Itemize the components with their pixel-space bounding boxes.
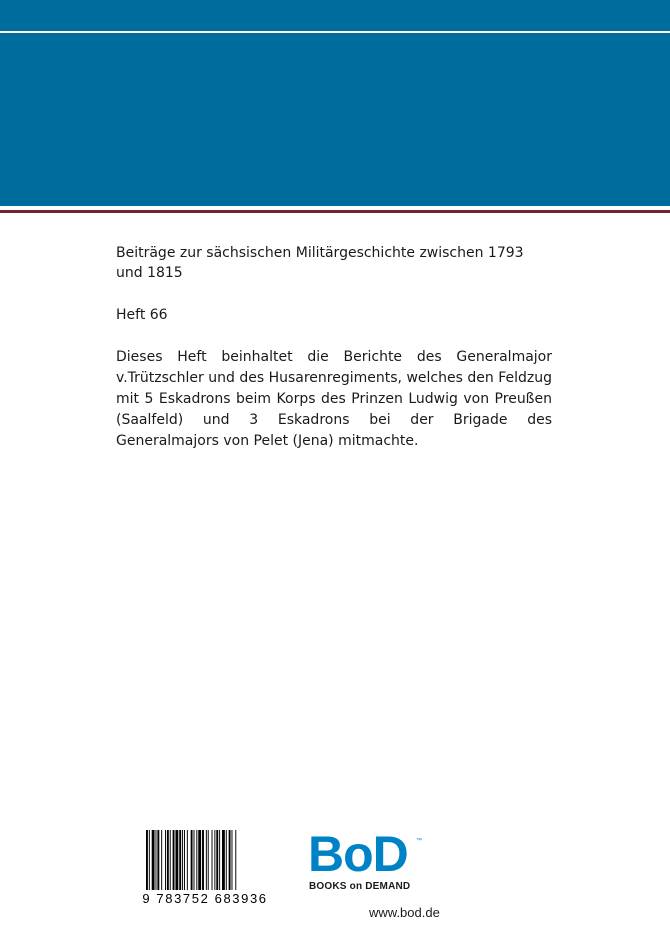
description-text: Dieses Heft beinhaltet die Berichte des Generalmajor v.Trützschler und des Husarenregiments, welches den Feldzug mit 5 Eskadrons beim Korps des Prinzen Ludwig von Preußen (Saalfeld) und 3 Eskadrons bei der Brigade des Generalmajors von Pelet (Jena) mitmachte. — [116, 349, 552, 449]
accent-divider-line — [0, 210, 670, 213]
back-cover-text — [116, 243, 552, 452]
publisher-website: www.bod.de — [369, 905, 440, 920]
bod-logo-word: BoD — [308, 826, 408, 882]
header-band — [0, 0, 670, 206]
issue-number: Heft 66 — [116, 307, 168, 323]
isbn-digits: 9 783752 683936 — [142, 891, 268, 906]
bod-logo — [308, 826, 426, 898]
bod-tagline: BOOKS on DEMAND — [309, 881, 411, 892]
bod-trademark: ™ — [416, 838, 422, 844]
barcode-bars — [138, 830, 272, 892]
isbn-barcode — [138, 830, 272, 906]
series-title: Beiträge zur sächsischen Militärgeschichte zwischen 1793 und 1815 — [116, 245, 524, 281]
header-divider-line — [0, 31, 670, 33]
